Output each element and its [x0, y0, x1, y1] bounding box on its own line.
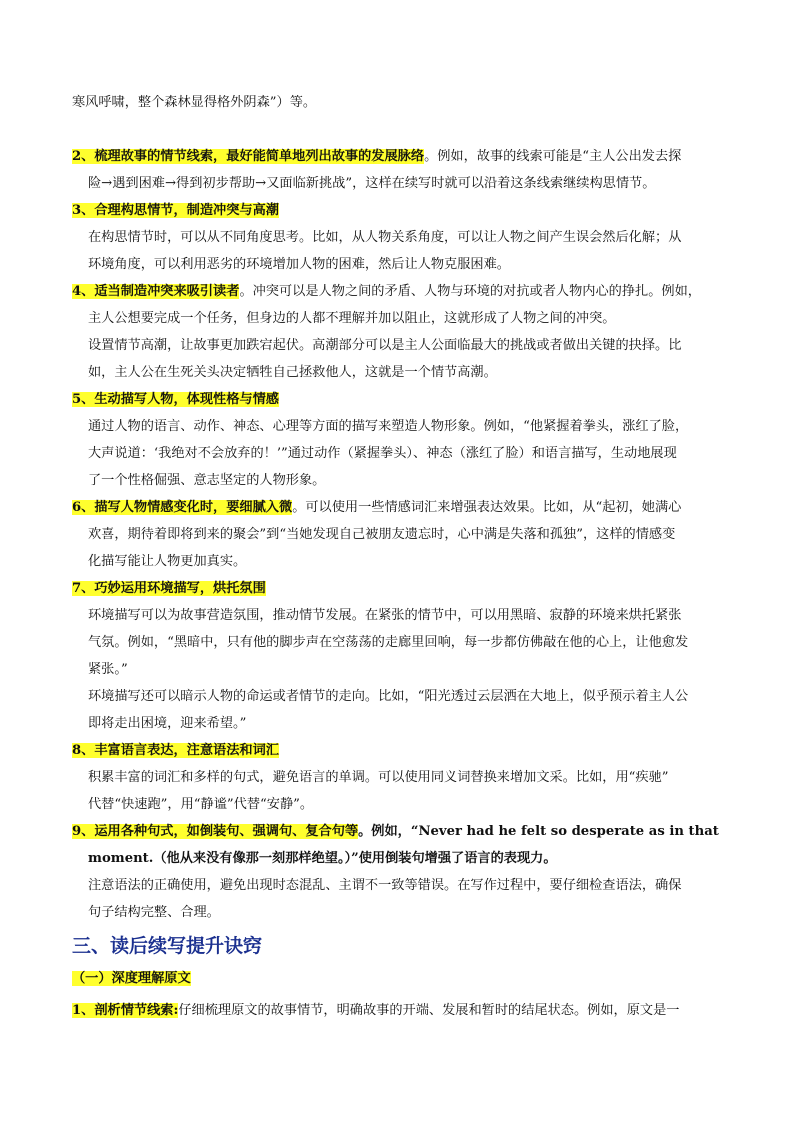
- text-run: 在构思情节时，可以从不同角度思考。比如，从人物关系角度，可以让人物之间产生误会然后化解；从: [88, 230, 682, 245]
- highlighted-heading: 7、巧妙运用环境描写，烘托氛围: [72, 581, 266, 596]
- highlighted-heading: 4、适当制造冲突来吸引读者: [72, 284, 240, 299]
- text-run: 通过人物的语言、动作、神态、心理等方面的描写来塑造人物形象。例如，“他紧握着拳头，涨红了脸，: [88, 419, 689, 434]
- text-run: 欢喜，期待着即将到来的聚会”到“当她发现自己被朋友遗忘时，心中满是失落和孤独”，这样的情感变: [88, 527, 676, 542]
- paragraph-line: [88, 309, 724, 329]
- paragraph-line: [88, 768, 724, 788]
- paragraph-line: [88, 795, 724, 815]
- text-run: 。可以使用一些情感词汇来增强表达效果。比如，从“起初，她满心: [292, 500, 682, 515]
- text-run: 化描写能让人物更加真实。: [88, 554, 247, 569]
- text-run: 句子结构完整、合理。: [88, 905, 220, 920]
- paragraph-line: [88, 633, 724, 653]
- paragraph-line: [88, 714, 724, 734]
- text-run: 寒风呼啸，整个森林显得格外阴森”）等。: [72, 95, 317, 110]
- paragraph-line: [88, 417, 724, 437]
- text-run: 紧张。”: [88, 662, 128, 677]
- paragraph-line: [88, 660, 724, 680]
- text-run: 主人公想要完成一个任务，但身边的人都不理解并加以阻止，这就形成了人物之间的冲突。: [88, 311, 616, 326]
- highlighted-heading: 3、合理构思情节，制造冲突与高潮: [72, 203, 279, 218]
- text-run: 积累丰富的词汇和多样的句式，避免语言的单调。可以使用同义词替换来增加文采。比如，用“疾驰”: [88, 770, 669, 785]
- paragraph-line: [88, 903, 724, 923]
- paragraph-line: [88, 525, 724, 545]
- text-run: 。例如，“Never had he felt so desperate as in that: [358, 824, 719, 839]
- point-7-heading: [72, 579, 724, 599]
- paragraph-line: [88, 228, 724, 248]
- point-4-heading: [72, 282, 724, 302]
- text-run: 气氛。例如，“黑暗中，只有他的脚步声在空荡荡的走廊里回响，每一步都仿佛敲在他的心上，让他愈发: [88, 635, 689, 650]
- highlighted-heading: 6、描写人物情感变化时，要细腻入微: [72, 500, 293, 515]
- highlighted-heading: 2、梳理故事的情节线索，最好能简单地列出故事的发展脉络: [72, 149, 425, 164]
- paragraph-line: [88, 606, 724, 626]
- point-5-heading: [72, 390, 724, 410]
- point-8-heading: [72, 741, 724, 761]
- text-run: 。例如，故事的线索可能是“主人公出发去探: [424, 149, 682, 164]
- paragraph-line: [88, 687, 724, 707]
- text-run: 险→遇到困难→得到初步帮助→又面临新挑战”，这样在续写时就可以沿着这条线索继续构思情节。: [88, 176, 656, 191]
- paragraph-line: [72, 93, 724, 113]
- text-run: 环境描写可以为故事营造氛围，推动情节发展。在紧张的情节中，可以用黑暗、寂静的环境来烘托紧张: [88, 608, 682, 623]
- paragraph-line: [88, 363, 724, 383]
- paragraph-line: [88, 849, 724, 869]
- point-6-heading: [72, 498, 724, 518]
- highlighted-heading: （一）深度理解原文: [72, 971, 191, 986]
- point-2-heading: [72, 147, 724, 167]
- subsection-heading: [72, 969, 724, 989]
- paragraph-line: [88, 444, 724, 464]
- paragraph-line: [88, 336, 724, 356]
- highlighted-heading: 1、剖析情节线索:: [72, 1003, 179, 1018]
- text-run: moment.（他从来没有像那一刻那样绝望。）”使用倒装句增强了语言的表现力。: [88, 851, 557, 866]
- text-run: 仔细梳理原文的故事情节，明确故事的开端、发展和暂时的结尾状态。例如，原文是一: [178, 1003, 680, 1018]
- text-run: 如，主人公在生死关头决定牺牲自己拯救他人，这就是一个情节高潮。: [88, 365, 497, 380]
- text-run: 大声说道：‘我绝对不会放弃的！’”通过动作（紧握拳头）、神态（涨红了脸）和语言描写，生动地展现: [88, 446, 677, 461]
- text-run: 了一个性格倔强、意志坚定的人物形象。: [88, 473, 326, 488]
- paragraph-line: [88, 471, 724, 491]
- point-1-heading: [72, 1001, 724, 1021]
- point-9-heading: [72, 822, 724, 842]
- text-run: 。冲突可以是人物之间的矛盾、人物与环境的对抗或者人物内心的挣扎。例如，: [239, 284, 701, 299]
- highlighted-heading: 9、运用各种句式，如倒装句、强调句、复合句等: [72, 824, 359, 839]
- highlighted-heading: 5、生动描写人物，体现性格与情感: [72, 392, 279, 407]
- text-run: 即将走出困境，迎来希望。”: [88, 716, 247, 731]
- point-3-heading: [72, 201, 724, 221]
- paragraph-line: [88, 876, 724, 896]
- text-run: 环境角度，可以利用恶劣的环境增加人物的困难，然后让人物克服困难。: [88, 257, 510, 272]
- text-run: 代替“快速跑”，用“静谧”代替“安静”。: [88, 797, 314, 812]
- section-heading: 三、读后续写提升诀窍: [72, 935, 263, 957]
- paragraph-line: [88, 552, 724, 572]
- text-run: 注意语法的正确使用，避免出现时态混乱、主谓不一致等错误。在写作过程中，要仔细检查语法，确保: [88, 878, 682, 893]
- text-run: 设置情节高潮，让故事更加跌宕起伏。高潮部分可以是主人公面临最大的挑战或者做出关键的抉择。比: [88, 338, 682, 353]
- paragraph-line: [88, 174, 724, 194]
- highlighted-heading: 8、丰富语言表达，注意语法和词汇: [72, 743, 279, 758]
- text-run: 环境描写还可以暗示人物的命运或者情节的走向。比如，“阳光透过云层洒在大地上，似乎预示着主人公: [88, 689, 689, 704]
- paragraph-line: [88, 255, 724, 275]
